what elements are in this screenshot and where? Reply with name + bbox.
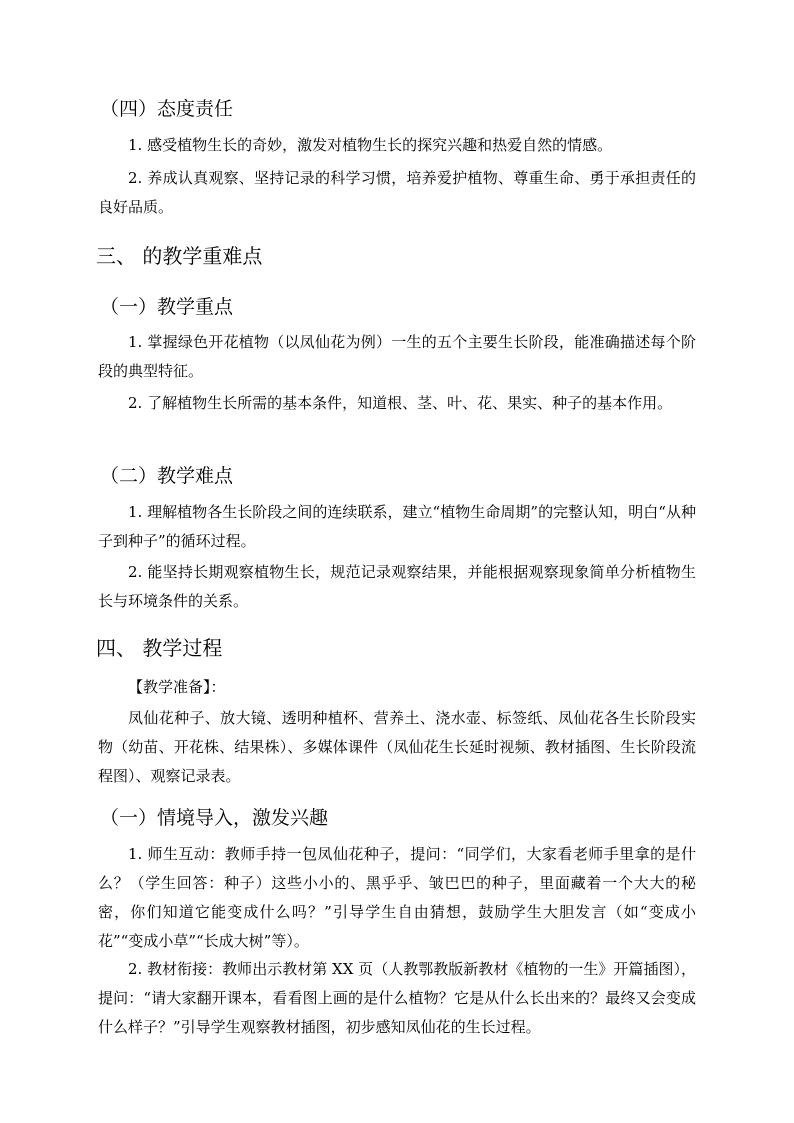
paragraph-intro-1: 1. 师生互动：教师手持一包凤仙花种子，提问：“同学们，大家看老师手里拿的是什么？（学生回答：种子）这些小小的、黑乎乎、皱巴巴的种子，里面藏着一个大大的秘密，你们知道它能变成什么吗？”引导学生自由猜想，鼓励学生大胆发言（如“变成小花”“变成小草”“长成大树”等）。 [98, 845, 696, 950]
teaching-prep-text: 凤仙花种子、放大镜、透明种植杯、营养土、浇水壶、标签纸、凤仙花各生长阶段实物（幼苗、开花株、结果株）、多媒体课件（凤仙花生长延时视频、教材插图、生长阶段流程图）、观察记录表。 [98, 709, 696, 785]
paragraph-attitude-2: 2. 养成认真观察、坚持记录的科学习惯，培养爱护植物、尊重生命、勇于承担责任的良好品质。 [98, 169, 696, 216]
paragraph-intro-2: 2. 教材衔接：教师出示教材第 XX 页（人教鄂教版新教材《植物的一生》开篇插图），提问：“请大家翻开课本，看看图上画的是什么植物？它是从什么长出来的？最终又会变成什么样子？”引导学生观察教材插图，初步感知凤仙花的生长过程。 [98, 960, 696, 1036]
paragraph-key-point-1: 1. 掌握绿色开花植物（以凤仙花为例）一生的五个主要生长阶段，能准确描述每个阶段的典型特征。 [98, 333, 696, 380]
paragraph-attitude-1: 1. 感受植物生长的奇妙，激发对植物生长的探究兴趣和热爱自然的情感。 [128, 136, 613, 154]
chapter-heading-key-difficulties: 三、 的教学重难点 [96, 244, 263, 268]
section-heading-key-points: （一）教学重点 [100, 296, 234, 318]
section-heading-attitude: （四）态度责任 [100, 98, 234, 120]
paragraph-key-point-2: 2. 了解植物生长所需的基本条件，知道根、茎、叶、花、果实、种子的基本作用。 [128, 394, 673, 412]
section-heading-intro: （一）情境导入，激发兴趣 [100, 807, 329, 829]
section-heading-difficulties: （二）教学难点 [100, 465, 234, 487]
chapter-heading-teaching-process: 四、 教学过程 [96, 636, 223, 660]
paragraph-difficulty-1: 1. 理解植物各生长阶段之间的连续联系，建立“植物生命周期”的完整认知，明白“从种子到种子”的循环过程。 [98, 503, 696, 550]
teaching-prep-label: 【教学准备】： [128, 678, 226, 696]
paragraph-difficulty-2: 2. 能坚持长期观察植物生长，规范记录观察结果，并能根据观察现象简单分析植物生长与环境条件的关系。 [98, 563, 696, 610]
